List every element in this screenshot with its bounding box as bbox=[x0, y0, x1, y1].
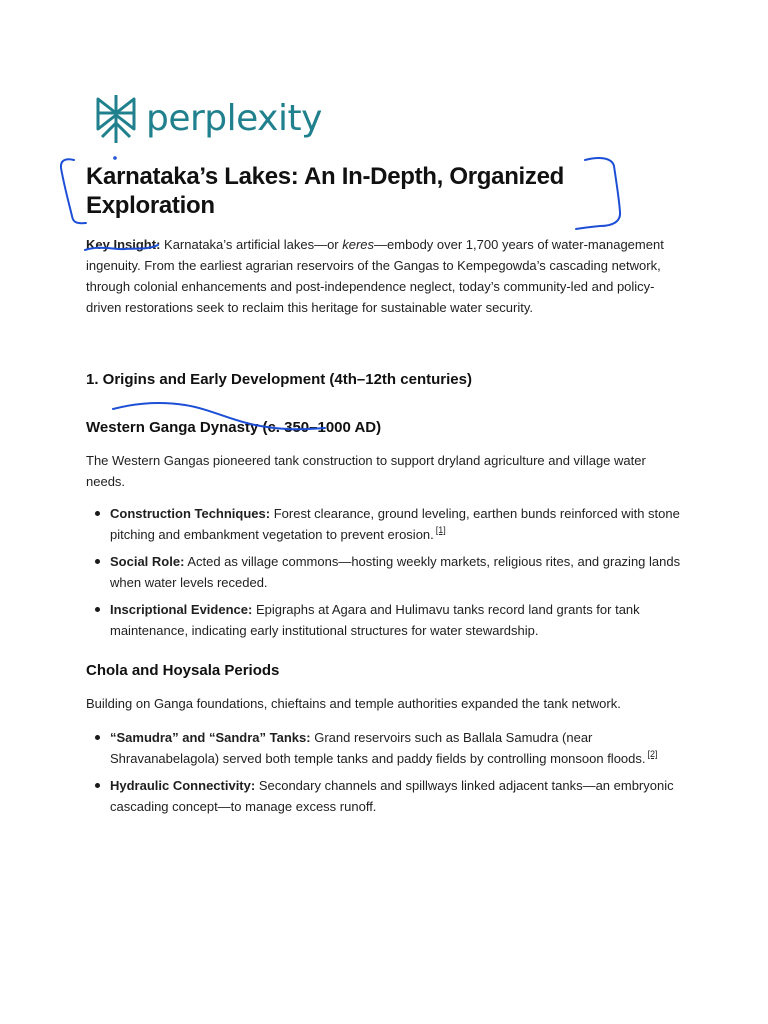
section-heading: 1. Origins and Early Development (4th–12th centuries) bbox=[86, 371, 472, 388]
citation-link[interactable]: [1] bbox=[435, 525, 446, 535]
citation-link[interactable]: [2] bbox=[647, 749, 658, 759]
bullet-label: Construction Techniques: bbox=[110, 506, 271, 521]
chola-hoysala-intro: Building on Ganga foundations, chieftains and temple authorities expanded the tank network. bbox=[86, 696, 621, 711]
bullet-label: Hydraulic Connectivity: bbox=[110, 778, 256, 793]
subsection-heading-chola-hoysala: Chola and Hoysala Periods bbox=[86, 662, 280, 679]
key-insight-label: Key Insight: bbox=[86, 237, 161, 252]
list-item bbox=[86, 727, 686, 769]
perplexity-logo-icon bbox=[94, 93, 138, 145]
ink-dot bbox=[114, 157, 116, 159]
key-insight-text-start: Karnataka’s artificial lakes—or bbox=[160, 237, 343, 252]
bullet-label: “Samudra” and “Sandra” Tanks: bbox=[110, 730, 311, 745]
left-bracket-ink bbox=[61, 159, 86, 223]
bullet-label: Social Role: bbox=[110, 554, 185, 569]
subsection-heading-ganga: Western Ganga Dynasty (c. 350–1000 AD) bbox=[86, 419, 382, 436]
list-item bbox=[86, 599, 686, 641]
key-insight-text-end: —embody over 1,700 years of water-management ingenuity. From the earliest agrarian reservoirs of the Gangas to Kempegowda’s cascading network, through colonial enhancements and post-independence neglect, today’s community-led and policy-driven restorations seek to reclaim this heritage for sustainable water security. bbox=[86, 237, 664, 315]
key-insight-emphasis: keres bbox=[342, 237, 375, 252]
bullet-text: Acted as village commons—hosting weekly markets, religious rites, and grazing lands when water levels receded. bbox=[110, 554, 681, 590]
bullet-text: Forest clearance, ground leveling, earthen bunds reinforced with stone pitching and embankment vegetation to prevent erosion. bbox=[110, 506, 680, 542]
logo-wordmark: perplexity bbox=[146, 98, 322, 139]
perplexity-logo bbox=[94, 93, 322, 145]
ganga-bullet-list bbox=[86, 503, 686, 647]
list-item bbox=[86, 551, 686, 593]
chola-hoysala-bullet-list bbox=[86, 727, 686, 823]
bullet-label: Inscriptional Evidence: bbox=[110, 602, 253, 617]
page-title: Karnataka’s Lakes: An In-Depth, Organized Exploration bbox=[86, 163, 565, 219]
list-item bbox=[86, 775, 686, 817]
list-item bbox=[86, 503, 686, 545]
key-insight-paragraph bbox=[86, 234, 686, 318]
ganga-intro: The Western Gangas pioneered tank construction to support dryland agriculture and village water needs. bbox=[86, 453, 646, 489]
bullet-text: Grand reservoirs such as Ballala Samudra (near Shravanabelagola) served both temple tanks and paddy fields by controlling monsoon floods. bbox=[110, 730, 646, 766]
bullet-text: Secondary channels and spillways linked adjacent tanks—an embryonic cascading concept—to manage excess runoff. bbox=[110, 778, 674, 814]
bullet-text: Epigraphs at Agara and Hulimavu tanks record land grants for tank maintenance, indicating early institutional structures for water stewardship. bbox=[110, 602, 640, 638]
